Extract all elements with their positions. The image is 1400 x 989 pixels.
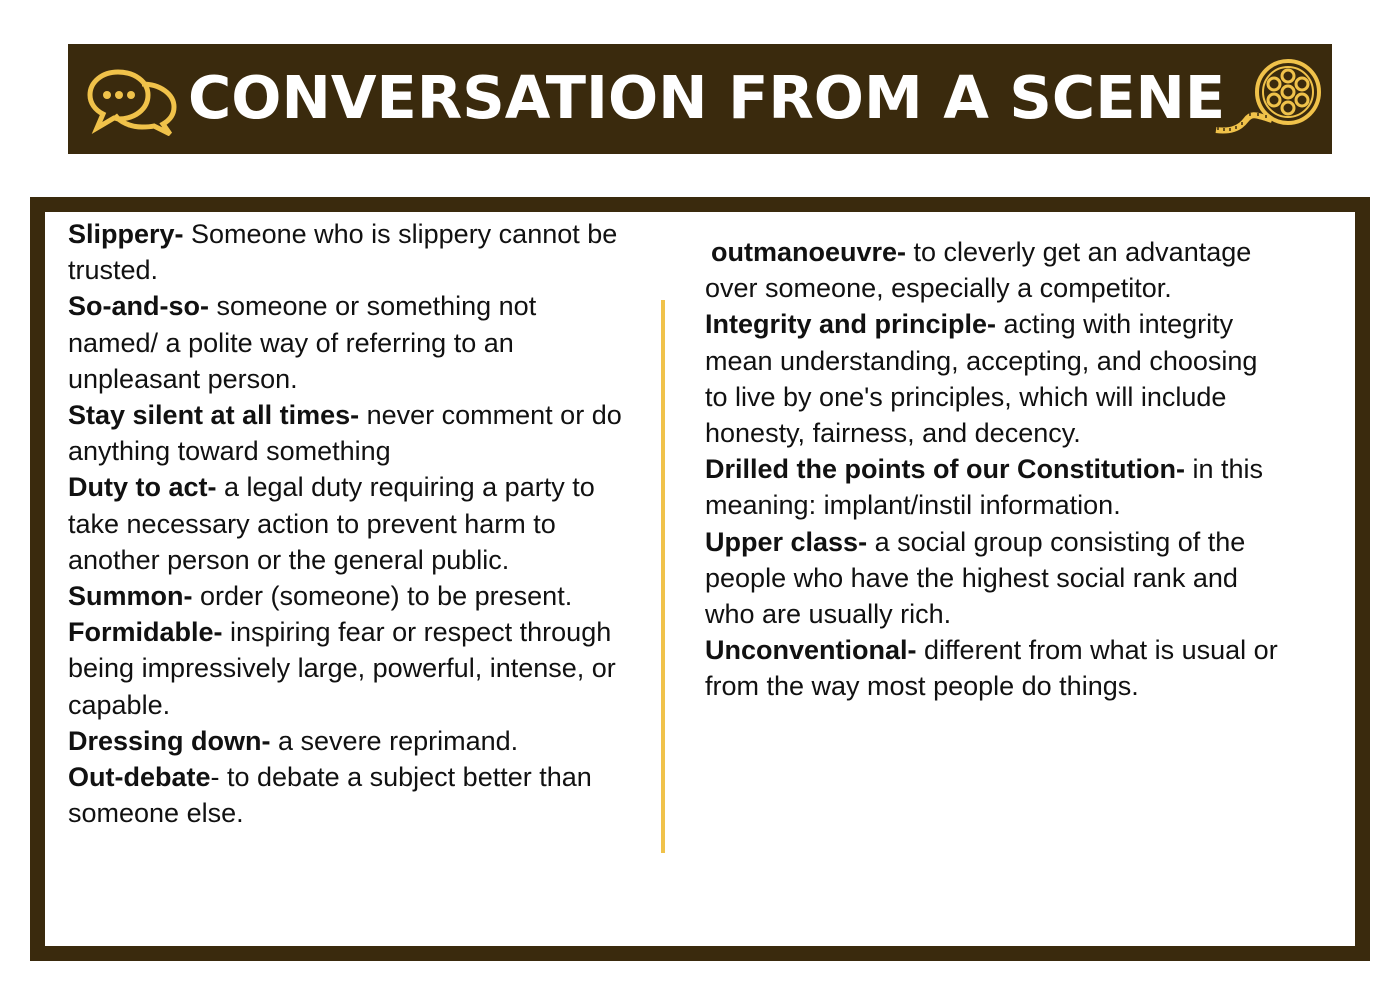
definition-term: Formidable- [68,617,223,648]
definition-entry [705,306,1280,451]
page-title: CONVERSATION FROM A SCENE [188,63,1226,132]
definition-text: never comment or do anything toward something [68,400,622,467]
definition-term: Summon- [68,581,193,612]
definition-entry [68,469,628,578]
definition-entry [68,723,628,759]
definition-entry [705,524,1280,633]
definition-text: different from what is usual or from the way most people do things. [705,635,1278,702]
definition-term: Slippery- [68,219,184,249]
definition-term: Duty to act- [68,472,217,503]
definition-term: Out-debate [68,762,211,793]
definition-term: Unconventional- [705,635,917,666]
definition-text: a social group consisting of the people who have the highest social rank and who are usually rich. [705,526,1246,630]
definition-text: - to debate a subject better than someone else. [68,762,592,829]
definition-text: acting with integrity mean understanding, accepting, and choosing to live by one's principles, which will include honesty, fairness, and decency. [705,309,1258,449]
definition-entry [68,216,628,288]
definition-term: Dressing down- [68,725,271,756]
definition-text: Someone who is slippery cannot be trusted. [68,219,618,286]
definition-entry [68,614,628,723]
definition-text: inspiring fear or respect through being impressively large, powerful, intense, or capable. [68,617,616,720]
definition-text: to cleverly get an advantage over someone, especially a competitor. [705,237,1252,304]
definition-entry [68,397,628,469]
definition-entry [705,632,1280,704]
definition-text: order (someone) to be present. [192,581,573,612]
left-definitions-column [68,216,628,831]
right-definitions-column [705,234,1280,705]
definition-text: a severe reprimand. [270,725,519,756]
definition-term: Integrity and principle- [705,309,997,340]
definition-term: outmanoeuvre- [711,237,907,267]
definition-text: a legal duty requiring a party to take necessary action to prevent harm to another person or the general public. [68,472,595,575]
definition-entry [68,759,628,831]
definition-text: in this meaning: implant/instil information. [705,454,1263,521]
definition-entry [705,234,1280,306]
definition-entry [68,578,628,614]
definition-term: Drilled the points of our Constitution- [705,454,1185,485]
film-reel-icon [1212,54,1322,140]
definition-term: Upper class- [705,526,868,557]
speech-bubbles-icon [80,58,184,136]
column-divider [661,300,665,853]
definition-text: someone or something not named/ a polite way of referring to an unpleasant person. [68,291,537,394]
definition-entry [705,451,1280,523]
definition-entry [68,288,628,397]
definition-term: So-and-so- [68,291,209,322]
definition-term: Stay silent at all times- [68,400,360,431]
